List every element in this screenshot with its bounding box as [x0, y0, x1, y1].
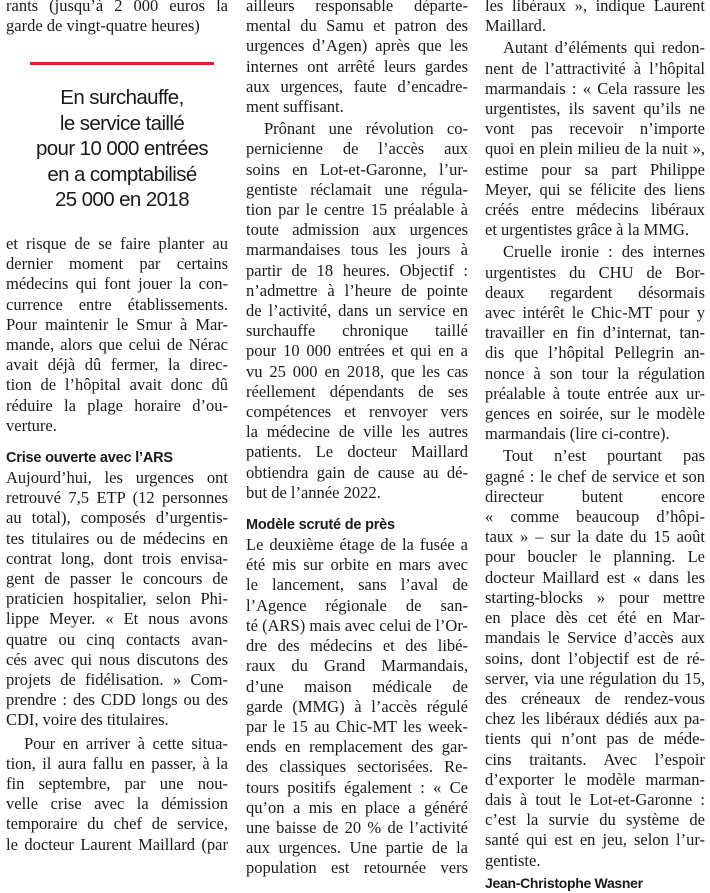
text-line: pour boucler le planning. Le: [485, 547, 705, 567]
col3-paragraph-1: [485, 0, 705, 36]
text-line: prendre : des CDD longs ou des: [6, 690, 228, 710]
text-line: internes ont arrêté leurs gardes: [246, 56, 468, 76]
article-column-2: [246, 0, 468, 879]
article-column-3: [485, 0, 705, 893]
text-line: Aujourd’hui, les urgences ont: [6, 468, 228, 488]
text-line: qu’on a mis en place a généré: [246, 797, 468, 817]
pull-quote: [30, 62, 214, 213]
text-line: tion de l’hôpital avait donc dû: [6, 375, 228, 395]
text-line: et risque de se faire planter au: [6, 234, 228, 253]
text-line: par le 15 au Chic-MT les week-: [246, 716, 468, 736]
text-line: cins traitants. Avec l’espoir: [485, 749, 705, 769]
text-line: urgentistes, ils savent qu’ils ne: [485, 99, 705, 119]
col3-paragraph-4: [485, 446, 705, 870]
text-line: dis que l’hôpital Pellegrin an-: [485, 343, 705, 363]
text-line: Maillard.: [485, 16, 546, 36]
text-line: aux urgences, faute d’encadre-: [246, 76, 468, 96]
text-line: ailleurs responsable départe-: [246, 0, 468, 15]
text-line: quoi en plein milieu de la nuit »,: [485, 139, 705, 159]
section-heading-modele: Modèle scruté de près: [246, 517, 395, 534]
text-line: d’une maison médicale de: [246, 676, 468, 696]
text-line: des créneaux de rendez-vous: [485, 688, 705, 708]
text-line: avec intérêt le Chic-MT pour y: [485, 303, 705, 323]
text-line: 25 000 en 2018: [54, 188, 190, 211]
text-line: raux du Grand Marmandais,: [246, 656, 468, 676]
text-line: cés avec qui nous discutons des: [6, 649, 228, 669]
text-line: gences en soirée, sur le modèle: [485, 404, 705, 424]
text-line: marmandais (lire ci-contre).: [485, 424, 670, 444]
text-line: préalable à toute entrée aux ur-: [485, 383, 705, 403]
text-line: Pour en arriver à cette situa-: [24, 733, 228, 753]
text-line: réellement dépendants de ses: [246, 381, 468, 401]
text-line: Tout n’est pourtant pas: [503, 446, 705, 466]
text-line: le docteur Laurent Maillard (par: [6, 834, 228, 854]
article-column-1-body: [6, 234, 228, 855]
text-line: estime pour sa part Philippe: [485, 159, 705, 179]
text-line: directeur butent encore: [485, 486, 705, 506]
col3-paragraph-3: [485, 242, 705, 444]
text-line: obtiendra gain de cause au dé-: [246, 462, 468, 482]
text-line: dernier moment par certains: [6, 254, 228, 274]
text-line: velle crise avec la démission: [6, 794, 228, 814]
text-line: population est retournée vers: [246, 858, 468, 878]
text-line: des classiques sectorisées. Re-: [246, 757, 468, 777]
text-line: fin septembre, par une nou-: [6, 774, 228, 794]
text-line: retrouvé 7,5 ETP (12 personnes: [6, 488, 228, 508]
text-line: dais à tout le Lot-et-Garonne :: [485, 789, 705, 809]
text-line: gentiste réclamait une régula-: [246, 179, 468, 199]
text-line: mande, alors que celui de Nérac: [6, 335, 228, 355]
text-line: ment suffisant.: [246, 97, 344, 117]
text-line: mental du Samu et patron des: [246, 16, 468, 36]
text-line: Prônant une révolution co-: [264, 119, 468, 139]
text-line: « comme beaucoup d’hôpi-: [485, 507, 705, 527]
text-line: pour 10 000 entrées et qui en a: [246, 341, 468, 361]
text-line: tours positifs également : « Ce: [246, 777, 468, 797]
col2-paragraph-2: [246, 119, 468, 503]
text-line: but de l’année 2022.: [246, 482, 381, 502]
text-line: les libéraux », indique Laurent: [485, 0, 705, 15]
text-line: marmandaises tous les jours à: [246, 240, 468, 260]
text-line: docteur Maillard est « dans les: [485, 567, 705, 587]
text-line: le service taillé: [59, 111, 185, 135]
text-line: té (ARS) mais avec celui de l’Or-: [246, 615, 468, 635]
text-line: pour 10 000 entrées: [35, 137, 209, 160]
text-line: soins, dont l’objectif est de ré-: [485, 648, 705, 668]
text-line: aux urgences. Une partie de la: [246, 838, 468, 858]
text-line: une baisse de 20 % de l’activité: [246, 817, 468, 837]
text-line: vu 25 000 en 2018, que les cas: [246, 361, 468, 381]
text-line: gent de passer le concours de: [6, 569, 228, 589]
text-line: starting-blocks » pour mettre: [485, 587, 705, 607]
text-line: marmandais : « Cela rassure les: [485, 78, 705, 98]
text-line: surchauffe chronique taillé: [246, 321, 468, 341]
text-line: ends en remplacement des gar-: [246, 737, 468, 757]
text-line: l’Agence régionale de san-: [246, 595, 468, 615]
text-line: deaux regardent désormais: [485, 282, 705, 302]
text-line: vont pas recevoir n’importe: [485, 119, 705, 139]
text-line: gagné : le chef de service et son: [485, 466, 705, 486]
text-line: CDI, voire des titulaires.: [6, 710, 169, 730]
text-line: gentiste.: [485, 850, 541, 870]
text-line: mandais le Service d’accès aux: [485, 628, 705, 648]
text-line: tients qui n’ont pas de méde-: [485, 729, 705, 749]
text-line: Cruelle ironie : des internes: [503, 242, 705, 262]
text-line: taux » – sur la date du 15 août: [485, 527, 705, 547]
text-line: dre des médecins et des libé-: [246, 636, 468, 656]
text-line: réduire la plage horaire d’ou-: [6, 395, 228, 415]
col1-top-text: [6, 0, 228, 36]
text-line: créés entre médecins libéraux: [485, 200, 705, 220]
text-line: contrat long, dont trois envisa-: [6, 548, 228, 568]
text-line: tion par le centre 15 préalable à: [246, 200, 468, 220]
text-line: Le deuxième étage de la fusée a: [246, 535, 468, 555]
text-line: currence entre établissements.: [6, 294, 228, 314]
text-line: server, via une régulation du 15,: [485, 668, 705, 688]
text-line: En surchauffe,: [60, 86, 184, 109]
text-line: d’exporter le modèle marman-: [485, 769, 705, 789]
text-line: garde (MMG) à l’accès régulé: [246, 696, 468, 716]
text-line: médecins qui font jouer la con-: [6, 274, 228, 294]
text-line: n’admettre à l’heure de pointe: [246, 280, 468, 300]
text-line: urgences d’Agen) après que les: [246, 36, 468, 56]
text-line: travailler en fin d’internat, tan-: [485, 323, 705, 343]
col2-paragraph-1: [246, 0, 468, 117]
col2-paragraph-3: [246, 535, 468, 878]
text-line: été mis sur orbite en mars avec: [246, 555, 468, 575]
section-heading-crise: Crise ouverte avec l’ARS: [6, 450, 173, 467]
text-line: Autant d’éléments qui redon-: [503, 38, 705, 58]
col1-paragraph-2: [6, 468, 228, 731]
text-line: nent de l’attractivité à l’hôpital: [485, 58, 705, 78]
article-column-1: [6, 0, 228, 36]
text-line: le lancement, sans l’aval de: [246, 575, 468, 595]
text-line: chez les libéraux dédiés aux pa-: [485, 709, 705, 729]
text-line: temporaire du chef de service,: [6, 814, 228, 834]
col1-paragraph-3: [6, 734, 228, 855]
text-line: santé qui est en jeu, selon l’ur-: [485, 830, 705, 850]
text-line: partir de 18 heures. Objectif :: [246, 260, 468, 280]
col3-paragraph-2: [485, 38, 705, 240]
text-line: verture.: [6, 415, 57, 435]
text-line: urgentistes du CHU de Bor-: [485, 262, 705, 282]
col1-paragraph-1: [6, 234, 228, 436]
text-line: avait déjà dû fermer, la direc-: [6, 355, 228, 375]
text-line: projets de fidélisation. » Com-: [6, 670, 228, 690]
text-line: pernicienne de l’accès aux: [246, 139, 468, 159]
text-line: rants (jusqu’à 2 000 euros la: [6, 0, 228, 15]
text-line: Meyer, qui se félicite des liens: [485, 179, 705, 199]
text-line: la médecine de ville les autres: [246, 422, 468, 442]
text-line: soins en Lot-et-Garonne, l’ur-: [246, 159, 468, 179]
text-line: nonce à son tour la régulation: [485, 363, 705, 383]
text-line: c’est la survie du système de: [485, 810, 705, 830]
text-line: praticien hospitalier, selon Phi-: [6, 589, 228, 609]
text-line: quatre ou cinq contacts avan-: [6, 629, 228, 649]
text-line: compétences et renvoyer vers: [246, 402, 468, 422]
text-line: toute admission aux urgences: [246, 220, 468, 240]
text-line: patients. Le docteur Maillard: [246, 442, 468, 462]
author-signature: Jean-Christophe Wasner: [485, 874, 643, 891]
text-line: lippe Meyer. « Et nous avons: [6, 609, 228, 629]
text-line: au total), composés d’urgentis-: [6, 508, 228, 528]
text-line: en place dès cet été en Mar-: [485, 608, 705, 628]
text-line: garde de vingt-quatre heures): [6, 16, 200, 36]
text-line: en a comptabilisé: [47, 162, 197, 186]
text-line: de l’activité, dans un service en: [246, 301, 468, 321]
text-line: Pour maintenir le Smur à Mar-: [6, 314, 228, 334]
text-line: tion, il aura fallu en passer, à la: [6, 753, 228, 773]
text-line: et urgentistes grâce à la MMG.: [485, 220, 690, 240]
text-line: tes titulaires ou de médecins en: [6, 528, 228, 548]
